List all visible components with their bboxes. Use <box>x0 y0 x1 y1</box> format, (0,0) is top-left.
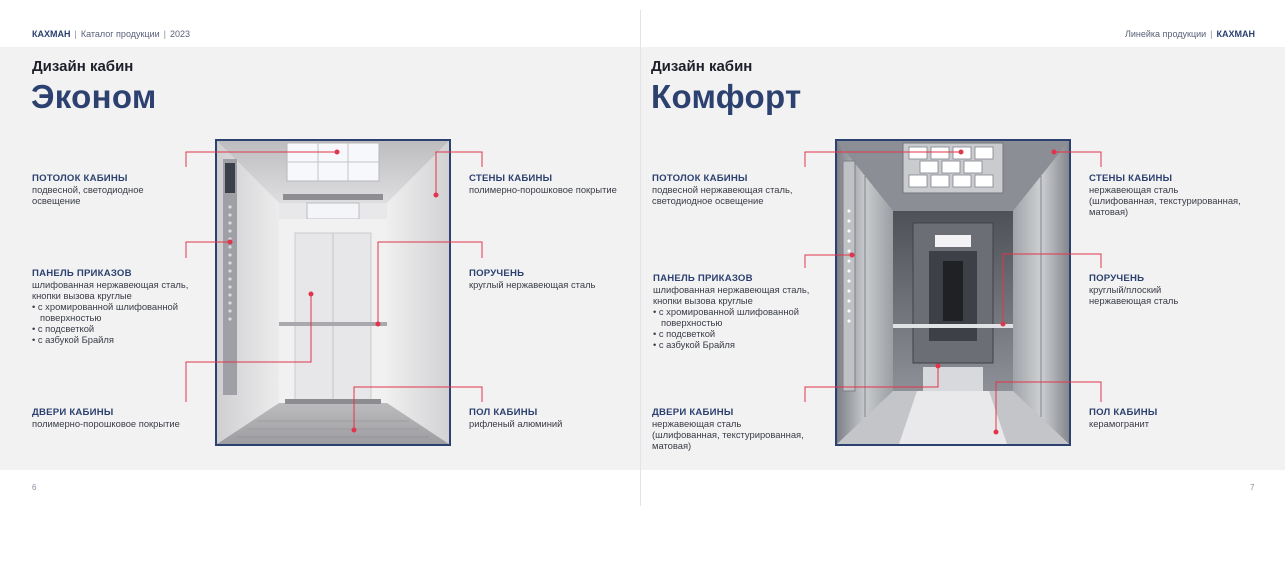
page-header: КАХМАН | Каталог продукции | 2023 <box>32 29 191 39</box>
page-left <box>0 0 641 566</box>
callout-heading: ДВЕРИ КАБИНЫ <box>652 407 734 418</box>
callout-heading: СТЕНЫ КАБИНЫ <box>1089 173 1173 184</box>
catalog-year: 2023 <box>170 29 191 39</box>
callout-heading: ПОЛ КАБИНЫ <box>469 407 538 418</box>
page-subtitle: Дизайн кабин <box>32 58 134 75</box>
callout-handrail: ПОРУЧЕНЬ круглый нержавеющая сталь <box>469 268 596 290</box>
callout-handrail: ПОРУЧЕНЬ круглый/плоский нержавеющая сталь <box>1089 273 1179 306</box>
brand-name: КАХМАН <box>32 29 71 39</box>
catalog-section: Линейка продукции <box>1124 29 1207 39</box>
callout-heading: ПАНЕЛЬ ПРИКАЗОВ <box>653 273 753 284</box>
callout-ceiling: ПОТОЛОК КАБИНЫ подвесной, светодиодное освещение <box>32 173 144 206</box>
callout-floor: ПОЛ КАБИНЫ керамогранит <box>1089 407 1158 429</box>
callout-heading: ПОРУЧЕНЬ <box>469 268 525 279</box>
callout-panel: ПАНЕЛЬ ПРИКАЗОВ шлифованная нержавеющая сталь, кнопки вызова круглые • с хромированной шлифованной поверхностью • с подсветкой • с азбукой Брайля <box>653 273 810 350</box>
page-header: Линейка продукции | КАХМАН <box>1124 29 1255 39</box>
callout-doors: ДВЕРИ КАБИНЫ полимерно-порошковое покрытие <box>32 407 180 429</box>
brand-name: КАХМАН <box>1216 29 1255 39</box>
callout-walls: СТЕНЫ КАБИНЫ полимерно-порошковое покрытие <box>469 173 617 195</box>
callout-doors: ДВЕРИ КАБИНЫ нержавеющая сталь (шлифованная, текстурированная, матовая) <box>652 407 804 451</box>
callout-heading: ПОРУЧЕНЬ <box>1089 273 1145 284</box>
callout-panel: ПАНЕЛЬ ПРИКАЗОВ шлифованная нержавеющая сталь, кнопки вызова круглые • с хромированной шлифованной поверхностью • с подсветкой • с азбукой Брайля <box>32 268 189 345</box>
econom-cabin-image <box>215 139 451 446</box>
catalog-name: Каталог продукции <box>80 29 160 39</box>
page-number: 6 <box>32 483 37 492</box>
callout-heading: ПОТОЛОК КАБИНЫ <box>652 173 748 184</box>
callout-heading: ПАНЕЛЬ ПРИКАЗОВ <box>32 268 132 279</box>
page-right <box>641 0 1285 566</box>
callout-walls: СТЕНЫ КАБИНЫ нержавеющая сталь (шлифованная, текстурированная, матовая) <box>1089 173 1241 217</box>
callout-heading: ПОТОЛОК КАБИНЫ <box>32 173 128 184</box>
page-number: 7 <box>1250 483 1255 492</box>
page-title: Эконом <box>31 78 157 115</box>
callout-heading: ДВЕРИ КАБИНЫ <box>32 407 114 418</box>
comfort-cabin-image <box>835 139 1071 446</box>
callout-ceiling: ПОТОЛОК КАБИНЫ подвесной нержавеющая сталь, светодиодное освещение <box>652 173 793 206</box>
callout-heading: СТЕНЫ КАБИНЫ <box>469 173 553 184</box>
callout-heading: ПОЛ КАБИНЫ <box>1089 407 1158 418</box>
page-title: Комфорт <box>651 78 802 115</box>
callout-floor: ПОЛ КАБИНЫ рифленый алюминий <box>469 407 563 429</box>
page-subtitle: Дизайн кабин <box>651 58 753 75</box>
